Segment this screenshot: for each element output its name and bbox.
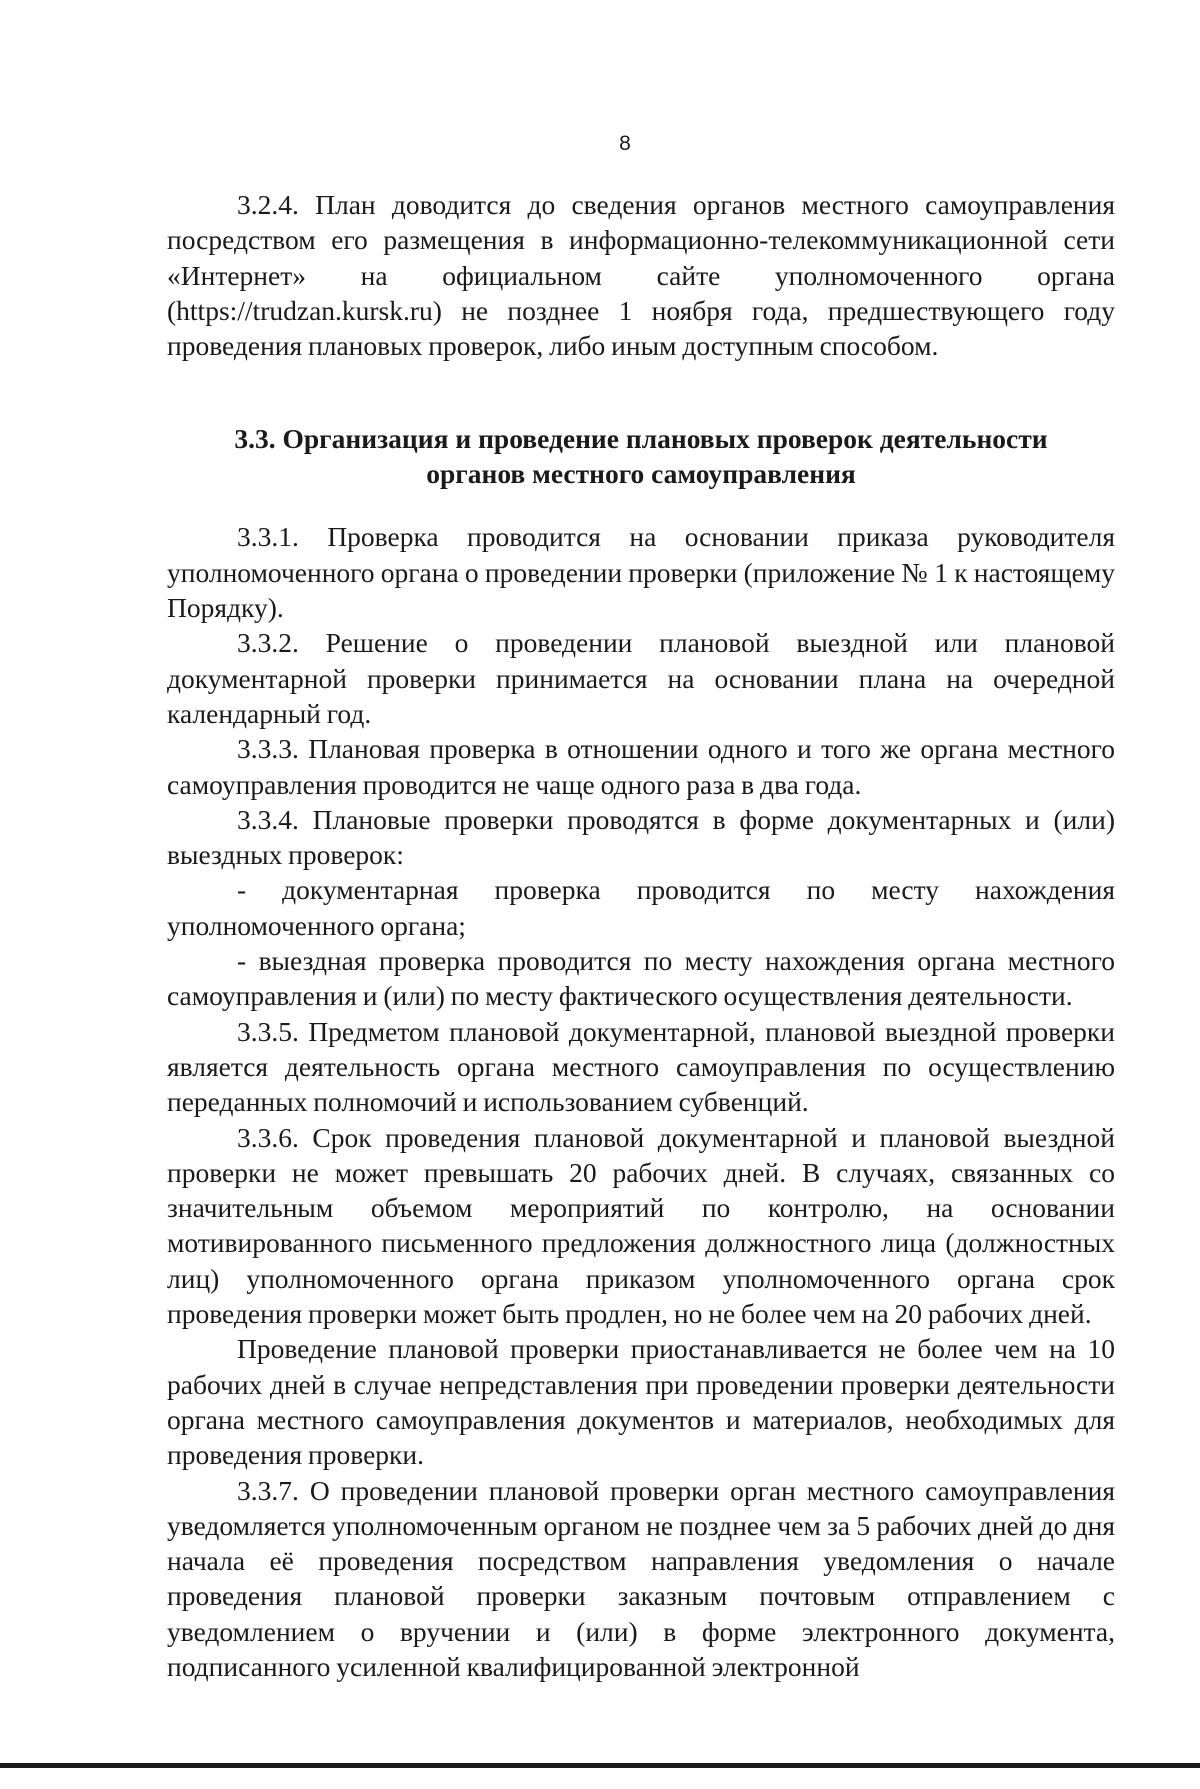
paragraph-3-3-7: 3.3.7. О проведении плановой проверки орган местного самоуправления уведомляется уполномоченным органом не позднее чем за 5 рабочих дней до дня начала её проведения посредством направления уведомления о начале проведения плановой проверки заказным почтовым отправлением с уведомлением о вручении и (или) в форме электронного документа, подписанного усиленной квалифицированной электронной (167, 1474, 1115, 1682)
paragraph-3-2-4: 3.2.4. План доводится до сведения органов местного самоуправления посредством его размещения в информационно-телекоммуникационной сети «Интернет» на официальном сайте уполномоченного органа (https://trudzan.kursk.ru) не позднее 1 ноября года, предшествующего году проведения плановых проверок, либо иным доступным способом. (167, 189, 1115, 362)
document-body (167, 187, 1115, 1684)
paragraph-3-3-1: 3.3.1. Проверка проводится на основании приказа руководителя уполномоченного органа о проведении проверки (приложение № 1 к настоящему Порядку). (167, 521, 1115, 624)
section-heading-line-2: органов местного самоуправления (426, 458, 856, 490)
bottom-scan-edge (0, 1763, 1200, 1768)
paragraph-3-3-5: 3.3.5. Предметом плановой документарной, плановой выездной проверки является деятельность органа местного самоуправления по осуществлению переданных полномочий и использованием субвенций. (167, 1015, 1115, 1118)
page-number: 8 (619, 132, 631, 155)
section-heading (167, 421, 1115, 491)
list-item-documentary: - документарная проверка проводится по месту нахождения уполномоченного органа; (167, 874, 1115, 941)
paragraph-suspension: Проведение плановой проверки приостанавливается не более чем на 10 рабочих дней в случае непредставления при проведении проверки деятельности органа местного самоуправления документов и материалов, необходимых для проведения проверки. (167, 1333, 1115, 1471)
paragraph-3-3-3: 3.3.3. Плановая проверка в отношении одного и того же органа местного самоуправления проводится не чаще одного раза в два года. (167, 733, 1115, 800)
paragraph-3-3-4: 3.3.4. Плановые проверки проводятся в форме документарных и (или) выездных проверок: (167, 803, 1115, 871)
section-heading-line-1: 3.3. Организация и проведение плановых проверок деятельности (234, 423, 1048, 455)
list-item-on-site: - выездная проверка проводится по месту нахождения органа местного самоуправления и (или) по месту фактического осуществления деятельности. (167, 945, 1115, 1012)
paragraph-3-3-2: 3.3.2. Решение о проведении плановой выездной или плановой документарной проверки принимается на основании плана на очередной календарный год. (167, 627, 1115, 729)
paragraph-3-3-6: 3.3.6. Срок проведения плановой документарной и плановой выездной проверки не может превышать 20 рабочих дней. В случаях, связанных со значительным объемом мероприятий по контролю, на основании мотивированного письменного предложения должностного лица (должностных лиц) уполномоченного органа приказом уполномоченного органа срок проведения проверки может быть продлен, но не более чем на 20 рабочих дней. (167, 1121, 1115, 1330)
